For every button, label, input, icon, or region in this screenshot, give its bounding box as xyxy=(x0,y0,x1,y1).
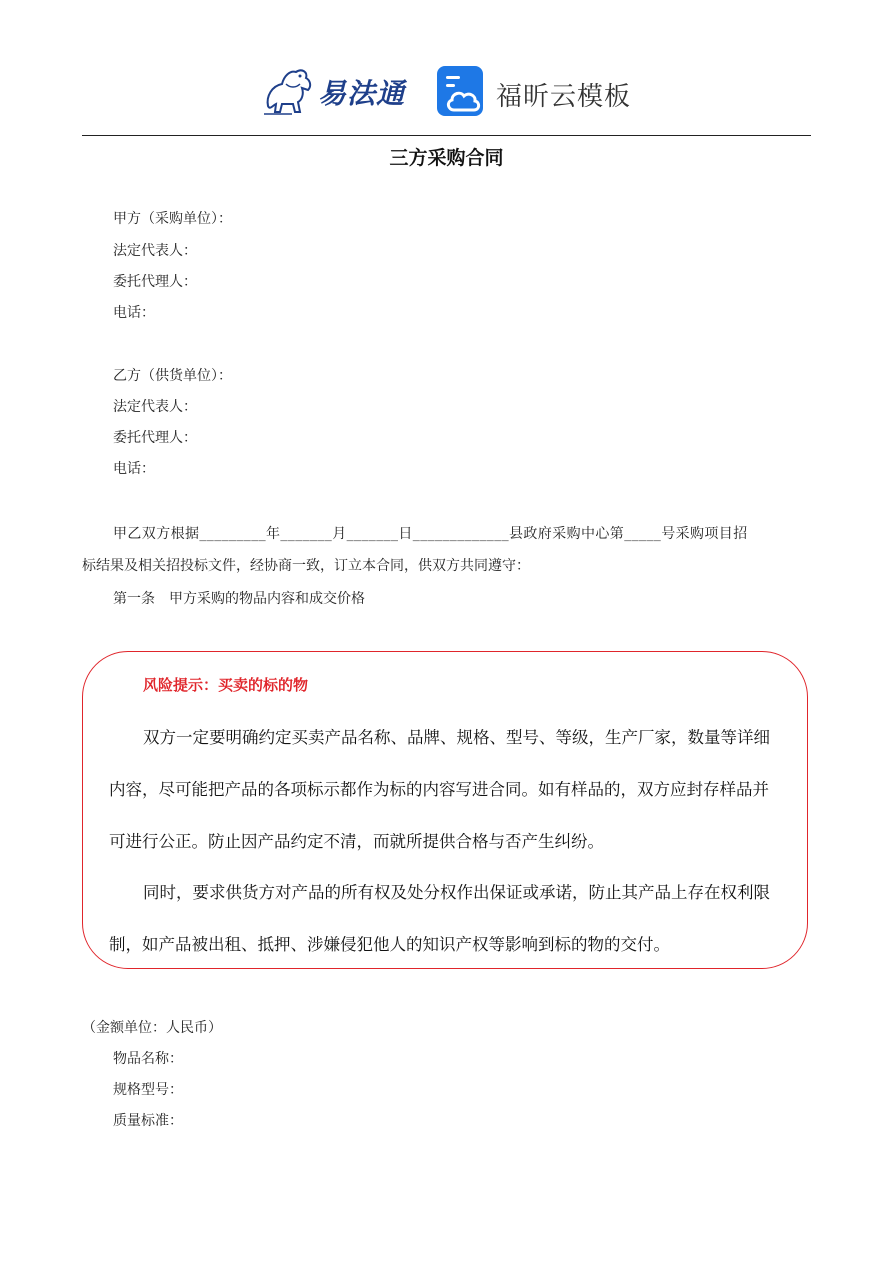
risk-text-line: 可进行公正。防止因产品约定不清，而就所提供合格与否产生纠纷。 xyxy=(109,832,604,851)
foxit-cloud-template-logo-text: 福昕云模板 xyxy=(496,82,632,112)
item-name-field: 物品名称： xyxy=(113,1051,183,1067)
risk-warning-box xyxy=(82,651,808,969)
yifatong-logo xyxy=(262,62,412,118)
spec-model-field: 规格型号： xyxy=(113,1082,183,1098)
party-b-phone: 电话： xyxy=(113,461,155,477)
intro-line-1: 甲乙双方根据_________年_______月_______日_____________县政府采购中心第_____号采购项目招 xyxy=(113,526,748,542)
horse-icon xyxy=(262,62,322,118)
party-b-agent: 委托代理人： xyxy=(113,430,197,446)
party-a-label: 甲方（采购单位）： xyxy=(113,211,232,227)
foxit-cloud-template-logo xyxy=(436,64,646,120)
page-title: 三方采购合同 xyxy=(389,147,504,169)
cloud-doc-icon xyxy=(436,64,486,118)
article-1-heading: 第一条 甲方采购的物品内容和成交价格 xyxy=(113,591,365,607)
party-b-legal-rep: 法定代表人： xyxy=(113,399,197,415)
risk-warning-title: 风险提示：买卖的标的物 xyxy=(143,676,309,694)
party-b-label: 乙方（供货单位）： xyxy=(113,368,232,384)
quality-standard-field: 质量标准： xyxy=(113,1113,183,1129)
party-a-phone: 电话： xyxy=(113,305,155,321)
header-divider xyxy=(82,135,811,136)
risk-text-line: 制，如产品被出租、抵押、涉嫌侵犯他人的知识产权等影响到标的物的交付。 xyxy=(109,935,670,954)
party-a-legal-rep: 法定代表人： xyxy=(113,243,197,259)
risk-text-line: 双方一定要明确约定买卖产品名称、品牌、规格、型号、等级，生产厂家，数量等详细 xyxy=(143,728,770,747)
yifatong-logo-text: 易法通 xyxy=(318,77,406,110)
document-header xyxy=(0,58,893,122)
currency-note: （金额单位：人民币） xyxy=(82,1020,222,1036)
intro-line-2: 标结果及相关招投标文件，经协商一致，订立本合同，供双方共同遵守： xyxy=(82,558,530,574)
risk-text-line: 同时，要求供货方对产品的所有权及处分权作出保证或承诺，防止其产品上存在权利限 xyxy=(143,883,770,902)
risk-text-line: 内容，尽可能把产品的各项标示都作为标的内容写进合同。如有样品的，双方应封存样品并 xyxy=(109,780,769,799)
party-a-agent: 委托代理人： xyxy=(113,274,197,290)
